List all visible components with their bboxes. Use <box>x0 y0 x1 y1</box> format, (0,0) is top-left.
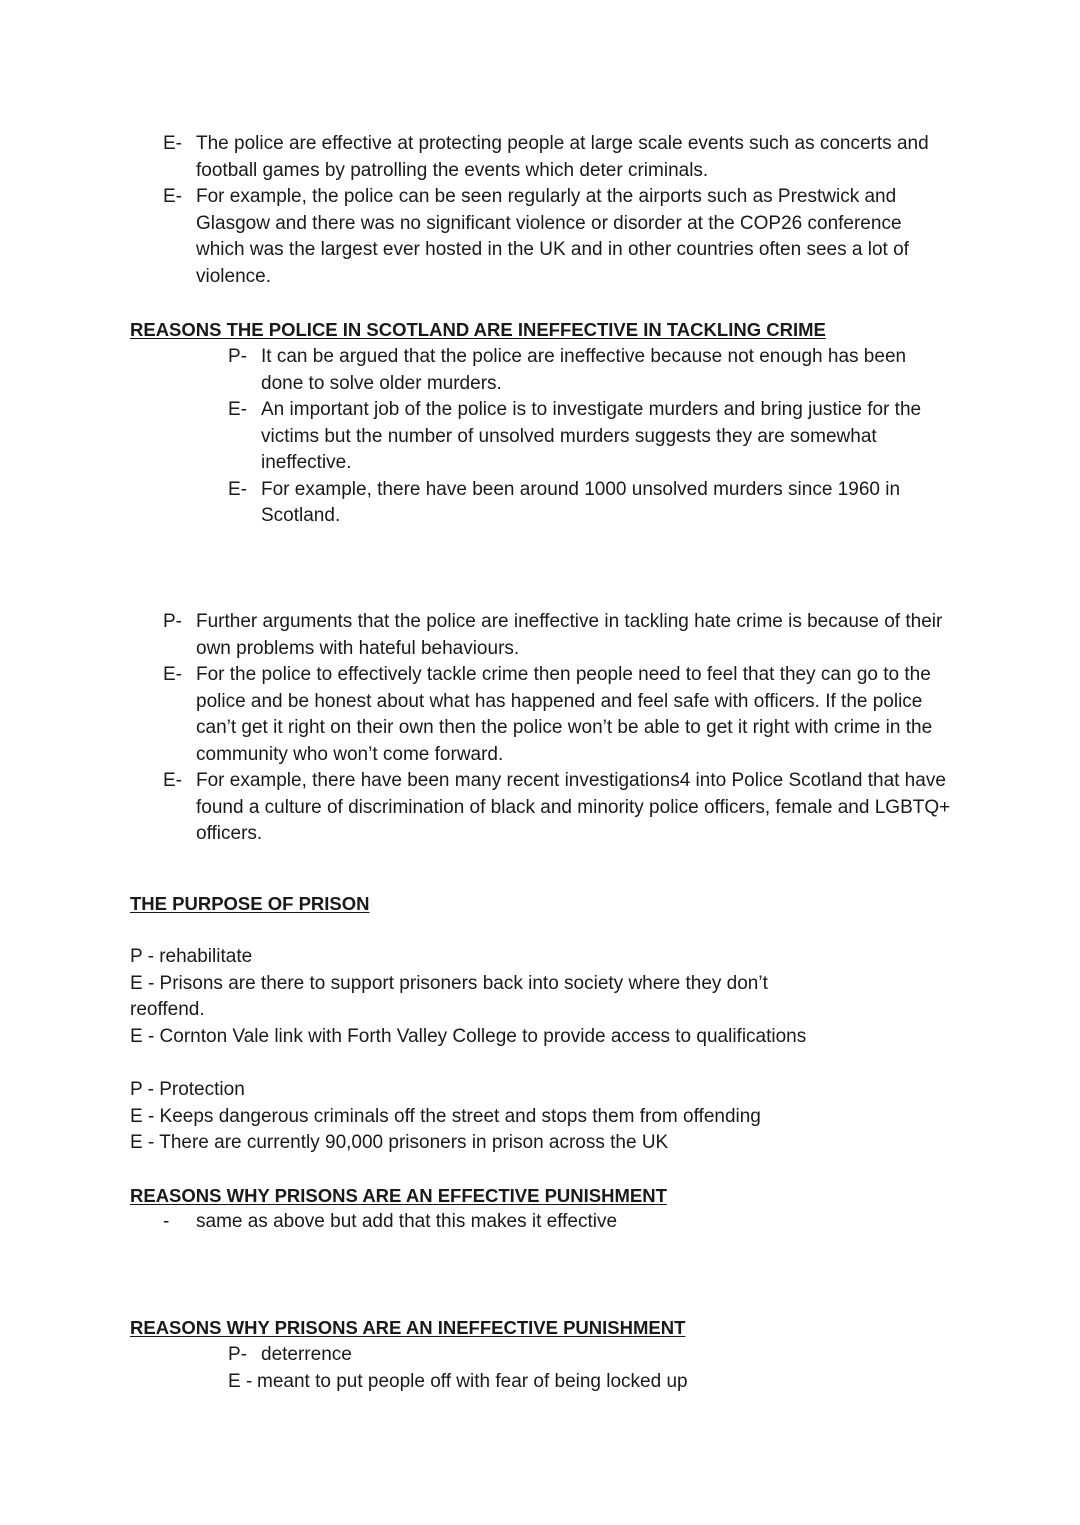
purpose-block-rehabilitate <box>130 944 810 1050</box>
list-marker: P- <box>228 346 247 367</box>
list-marker: E - <box>228 1370 253 1392</box>
list-marker: E- <box>228 399 247 420</box>
heading-prisons-effective: REASONS WHY PRISONS ARE AN EFFECTIVE PUNISHMENT <box>130 1185 667 1206</box>
paragraph-line: E - Prisons are there to support prisoners back into society where they don’t reoffend. <box>130 972 768 1020</box>
list-item-text: An important job of the police is to investigate murders and bring justice for the victims but the number of unsolved murders suggests they are somewhat ineffective. <box>261 399 922 473</box>
list-item-text: same as above but add that this makes it effective <box>196 1211 618 1232</box>
list-item <box>163 662 953 768</box>
list-item-text: meant to put people off with fear of being locked up <box>257 1370 688 1392</box>
police-effective-list <box>163 131 953 290</box>
list-item-text: deterrence <box>261 1344 352 1365</box>
police-ineffective-list-2 <box>163 609 953 848</box>
paragraph-line: E - Keeps dangerous criminals off the street and stops them from offending <box>130 1105 761 1127</box>
heading-prisons-ineffective: REASONS WHY PRISONS ARE AN INEFFECTIVE PUNISHMENT <box>130 1317 686 1338</box>
list-item <box>163 768 953 848</box>
list-item <box>228 344 953 397</box>
list-item <box>163 609 953 662</box>
paragraph-line: E - Cornton Vale link with Forth Valley College to provide access to qualifications <box>130 1025 807 1047</box>
list-marker: E- <box>163 133 182 154</box>
list-marker: P- <box>163 611 182 632</box>
list-item <box>228 1369 953 1396</box>
list-marker: E- <box>163 770 182 791</box>
list-item <box>163 184 953 290</box>
list-item-text: For example, there have been many recent investigations4 into Police Scotland that have found a culture of discrimination of black and minority police officers, female and LGBTQ+ officers. <box>196 770 951 844</box>
list-item <box>228 397 953 477</box>
purpose-block-protection <box>130 1077 870 1157</box>
list-marker: - <box>163 1211 170 1232</box>
list-item-text: For the police to effectively tackle crime then people need to feel that they can go to the police and be honest about what has happened and feel safe with officers. If the police can’t get it right on their own then the police won’t be able to get it right with crime in the community who won’t come forward. <box>196 664 933 765</box>
prisons-effective-list <box>163 1209 953 1236</box>
list-item-text: For example, there have been around 1000 unsolved murders since 1960 in Scotland. <box>261 478 901 526</box>
prisons-ineffective-list <box>228 1342 953 1395</box>
list-item-text: The police are effective at protecting people at large scale events such as concerts and football games by patrolling the events which deter criminals. <box>196 133 929 181</box>
list-item-text: Further arguments that the police are ineffective in tackling hate crime is because of their own problems with hateful behaviours. <box>196 611 943 659</box>
heading-police-ineffective: REASONS THE POLICE IN SCOTLAND ARE INEFFECTIVE IN TACKLING CRIME <box>130 319 826 340</box>
list-marker: P- <box>228 1344 247 1365</box>
list-item <box>228 477 953 530</box>
list-item <box>228 1342 953 1369</box>
paragraph-line: P - Protection <box>130 1079 245 1100</box>
list-item-text: For example, the police can be seen regularly at the airports such as Prestwick and Glasgow and there was no significant violence or disorder at the COP26 conference which was the largest ever hosted in the UK and in other countries often sees a lot of violence. <box>196 186 909 287</box>
paragraph-line: E - There are currently 90,000 prisoners in prison across the UK <box>130 1132 669 1153</box>
police-ineffective-list-1 <box>228 344 953 530</box>
list-marker: E- <box>163 186 182 207</box>
list-marker: E- <box>228 478 247 500</box>
heading-purpose-of-prison: THE PURPOSE OF PRISON <box>130 893 370 914</box>
paragraph-line: P - rehabilitate <box>130 946 253 967</box>
list-item <box>163 131 953 184</box>
list-marker: E- <box>163 664 182 685</box>
list-item <box>163 1209 953 1236</box>
list-item-text: It can be argued that the police are ineffective because not enough has been done to solve older murders. <box>261 346 907 394</box>
